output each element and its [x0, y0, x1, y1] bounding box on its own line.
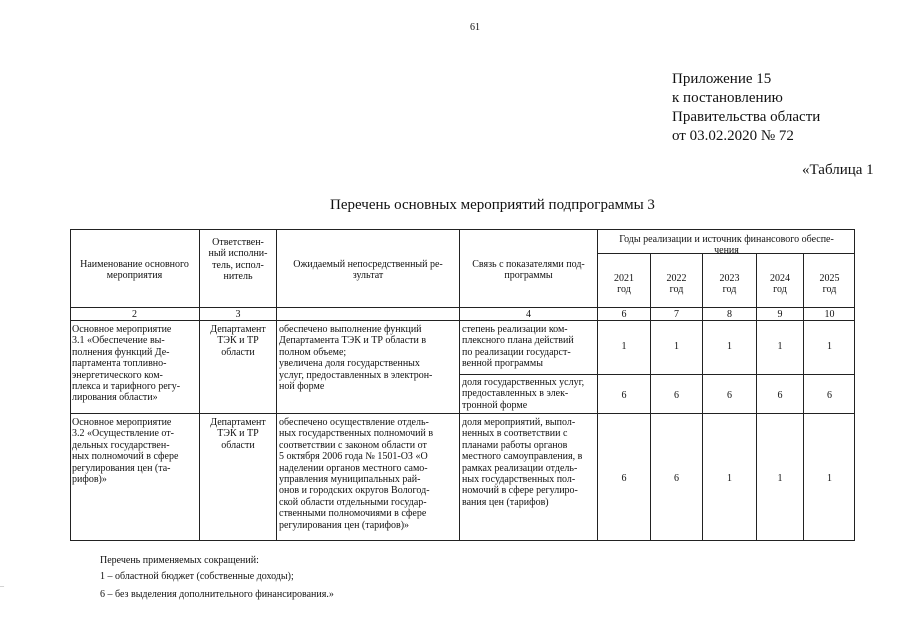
header-year-2022: 2022 год	[666, 273, 687, 296]
column-number: 4	[526, 309, 531, 320]
row1-ind1-value-2022: 1	[674, 341, 679, 352]
row1-ind1-value-2025: 1	[827, 341, 832, 352]
header-name: Наименование основного мероприятия	[80, 259, 189, 282]
row1-ind1-value-2021: 1	[621, 341, 627, 352]
header-year-2024: 2024 год	[770, 273, 790, 296]
margin-mark: –	[0, 581, 4, 590]
notes-item-2: 6 – без выделения дополнительного финансирования.»	[100, 589, 334, 600]
appendix-line-4: от 03.02.2020 № 72	[672, 128, 794, 144]
column-number: 7	[674, 309, 679, 320]
row1-expected-result: обеспечено выполнение функций Департамента ТЭК и ТР области в полном объеме; увеличена доля государственных услуг, предоставленных в электрон- ной форме	[279, 324, 433, 393]
appendix-line-1: Приложение 15	[672, 71, 772, 87]
row2-expected-result: обеспечено осуществление отдель- ных государственных полномочий в соответствии с законом области от 5 октября 2006 года № 1501-ОЗ «О наделении органов местного само- управления муниципальных рай- онов и городских округов Вологод- ской области отдельными государ- ственными полномочиями в сфере регулирования цен (тарифов)»	[279, 417, 434, 531]
row2-indicator-1: доля мероприятий, выпол- ненных в соответствии с планами работы органов местного самоуправления, в рамках реализации отдель- ных государственных пол- номочий в сфере регулиро- вания цен (тарифов)	[462, 417, 583, 508]
header-expected-result: Ожидаемый непосредственный ре- зультат	[293, 259, 443, 282]
row2-value-2024: 1	[777, 473, 783, 484]
row1-ind2-value-2024: 6	[777, 390, 783, 401]
column-number: 9	[777, 309, 783, 320]
appendix-line-3: Правительства области	[672, 109, 821, 125]
row1-ind2-value-2021: 6	[621, 390, 627, 401]
header-years-group: Годы реализации и источник финансового обеспе- чения	[619, 234, 834, 257]
row1-indicator-2: доля государственных услуг, предоставленных в элек- тронной форме	[462, 377, 585, 411]
header-responsible: Ответствен- ный исполни- тель, испол- нитель	[208, 237, 268, 283]
notes-item-1: 1 – областной бюджет (собственные доходы);	[100, 571, 294, 582]
document-title: Перечень основных мероприятий подпрограммы 3	[330, 197, 655, 213]
header-year-2025: 2025 год	[819, 273, 840, 296]
row2-value-2021: 6	[621, 473, 627, 484]
header-year-2021: 2021 год	[614, 273, 634, 296]
row2-value-2025: 1	[827, 473, 832, 484]
notes-heading: Перечень применяемых сокращений:	[100, 555, 259, 566]
row2-value-2023: 1	[727, 473, 732, 484]
column-number: 8	[727, 309, 732, 320]
column-number: 6	[621, 309, 627, 320]
appendix-line-2: к постановлению	[672, 90, 783, 106]
row1-indicator-1: степень реализации ком- плексного плана действий по реализации государст- венной программы	[462, 324, 574, 370]
appendix-block	[672, 70, 820, 146]
row1-ind2-value-2022: 6	[674, 390, 679, 401]
column-number: 3	[235, 309, 241, 320]
row2-responsible: Департамент ТЭК и ТР области	[210, 417, 266, 451]
row1-measure-name: Основное мероприятие 3.1 «Обеспечение вы- полнения функций Де- партамента топливно- энергетического ком- плекса и тарифного регу- лирования области»	[72, 324, 181, 404]
row2-measure-name: Основное мероприятие 3.2 «Осуществление от- дельных государствен- ных полномочий в сфере регулирования цен (та- рифов)»	[72, 417, 179, 486]
row1-responsible: Департамент ТЭК и ТР области	[210, 324, 266, 358]
column-number: 10	[824, 309, 835, 320]
row1-ind1-value-2023: 1	[727, 341, 732, 352]
column-number: 2	[132, 309, 137, 320]
row2-value-2022: 6	[674, 473, 679, 484]
measures-table	[70, 229, 855, 541]
page-number: 61	[470, 22, 480, 33]
row1-ind2-value-2025: 6	[827, 390, 832, 401]
row1-ind1-value-2024: 1	[777, 341, 783, 352]
table-label: «Таблица 1	[802, 162, 874, 178]
header-year-2023: 2023 год	[719, 273, 740, 296]
header-indicators-link: Связь с показателями под- программы	[472, 259, 585, 282]
abbreviations-notes	[100, 553, 334, 603]
row1-ind2-value-2023: 6	[727, 390, 732, 401]
